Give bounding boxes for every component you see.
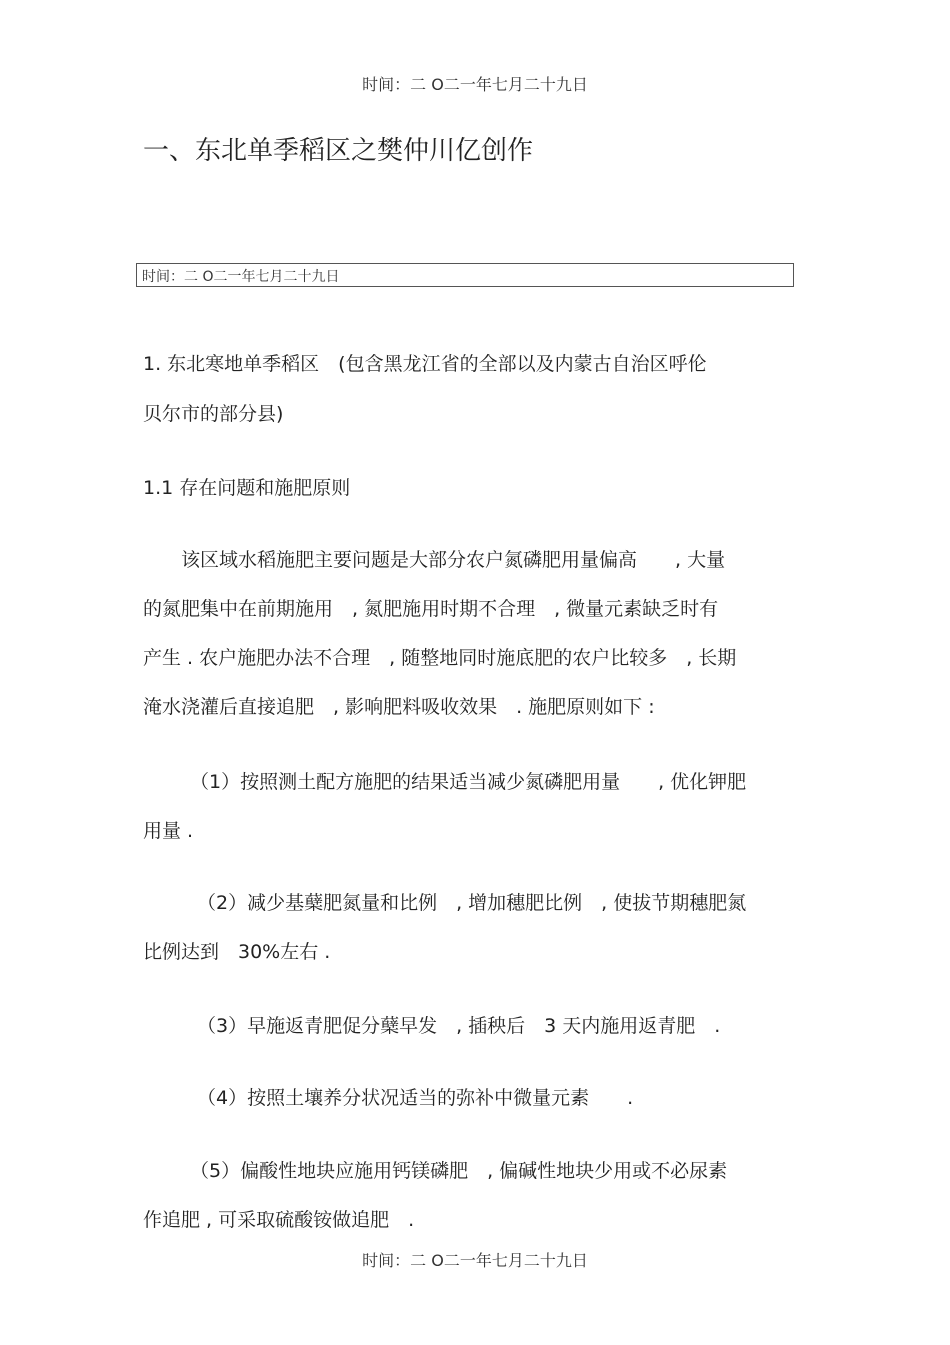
section-1-heading-line2: 贝尔市的部分县): [143, 403, 284, 425]
page-header-date: 时间：二 O二一年七月二十九日: [362, 75, 588, 94]
item-1-line-2: 用量 .: [143, 820, 194, 842]
item-4: （4）按照土壤养分状况适当的弥补中微量元素 .: [197, 1087, 634, 1109]
intro-line-1: 该区域水稻施肥主要问题是大部分农户氮磷肥用量偏高 , 大量: [143, 549, 726, 571]
item-5-line-1: （5）偏酸性地块应施用钙镁磷肥 , 偏碱性地块少用或不必尿素: [190, 1160, 728, 1182]
section-1-heading-line1: 1. 东北寒地单季稻区 (包含黑龙江省的全部以及内蒙古自治区呼伦: [143, 353, 707, 375]
page-footer-date: 时间：二 O二一年七月二十九日: [362, 1251, 588, 1270]
item-3: （3）早施返青肥促分蘖早发 , 插秧后 3 天内施用返青肥 .: [197, 1015, 721, 1037]
item-5-line-2: 作追肥 , 可采取硫酸铵做追肥 .: [143, 1209, 415, 1231]
intro-line-4: 淹水浇灌后直接追肥 , 影响肥料吸收效果 . 施肥原则如下 :: [143, 696, 655, 718]
item-1-line-1: （1）按照测土配方施肥的结果适当减少氮磷肥用量 , 优化钾肥: [190, 771, 747, 793]
boxed-date: 时间：二 O二一年七月二十九日: [136, 263, 794, 287]
intro-line-2: 的氮肥集中在前期施用 , 氮肥施用时期不合理 , 微量元素缺乏时有: [143, 598, 719, 620]
intro-line-3: 产生 . 农户施肥办法不合理 , 随整地同时施底肥的农户比较多 , 长期: [143, 647, 737, 669]
item-2-line-2: 比例达到 30%左右 .: [143, 941, 331, 963]
section-1-1-heading: 1.1 存在问题和施肥原则: [143, 477, 351, 499]
item-2-line-1: （2）减少基蘖肥氮量和比例 , 增加穗肥比例 , 使拔节期穗肥氮: [197, 892, 747, 914]
page-title: 一、东北单季稻区之樊仲川亿创作: [143, 136, 534, 166]
